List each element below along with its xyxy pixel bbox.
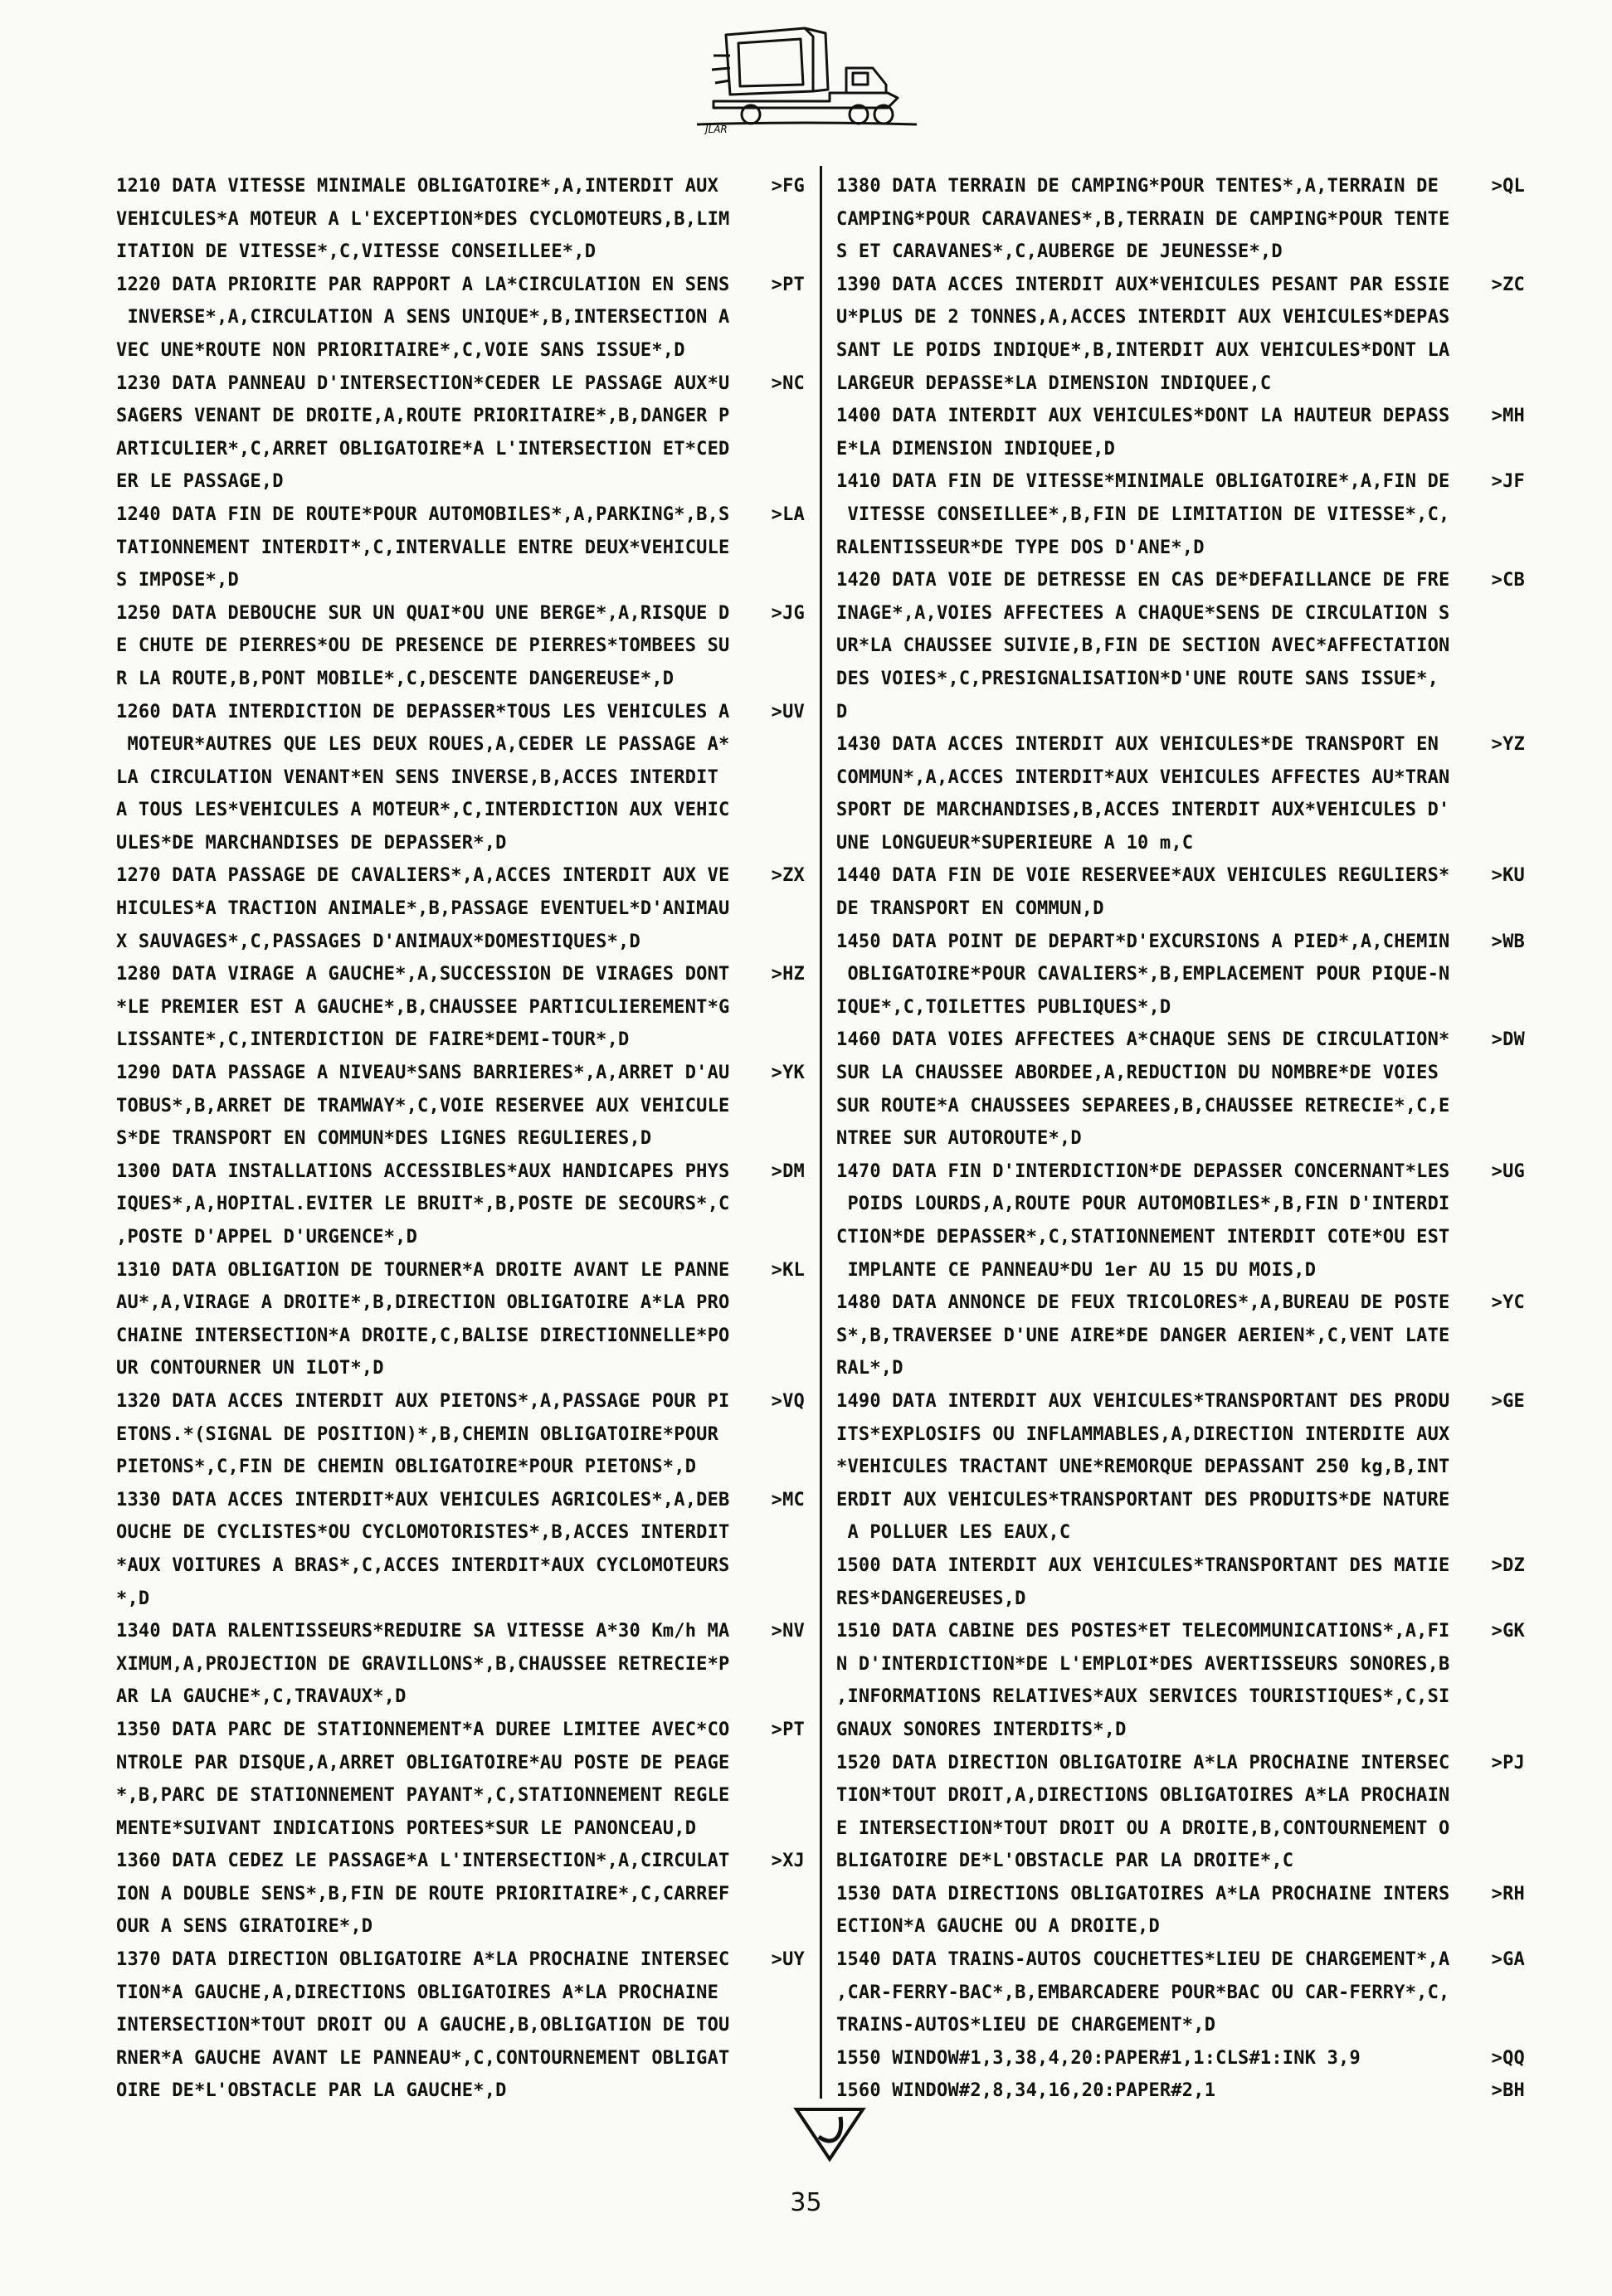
code-text: 1380 DATA TERRAIN DE CAMPING*POUR TENTES*,A,TERRAIN DE [836, 176, 1439, 197]
checksum: >KU [1491, 865, 1525, 887]
listing-line [116, 1352, 805, 1385]
code-text: ERDIT AUX VEHICULES*TRANSPORTANT DES PRODUITS*DE NATURE [836, 1489, 1450, 1510]
listing-line [836, 1320, 1525, 1353]
code-text: INVERSE*,A,CIRCULATION A SENS UNIQUE*,B,INTERSECTION A [116, 307, 730, 328]
code-text: NTROLE PAR DISQUE,A,ARRET OBLIGATOIRE*AU POSTE DE PEAGE [116, 1752, 730, 1773]
listing-line [836, 991, 1525, 1024]
checksum: >YC [1491, 1292, 1525, 1314]
listing-line [836, 597, 1525, 630]
listing-line [116, 1320, 805, 1353]
listing-column-right [836, 170, 1525, 2108]
listing-line [836, 2009, 1525, 2042]
listing-line [836, 1221, 1525, 1254]
checksum: >GE [1491, 1390, 1525, 1412]
listing-line [836, 1024, 1525, 1057]
code-text: 1410 DATA FIN DE VITESSE*MINIMALE OBLIGATOIRE*,A,FIN DE [836, 471, 1450, 493]
listing-line [116, 170, 805, 203]
checksum: >NV [771, 1621, 805, 1642]
code-text: *,B,PARC DE STATIONNEMENT PAYANT*,C,STATIONNEMENT REGLE [116, 1785, 730, 1807]
code-text: MENTE*SUIVANT INDICATIONS PORTEES*SUR LE PANONCEAU,D [116, 1817, 697, 1839]
code-text: TATIONNEMENT INTERDIT*,C,INTERVALLE ENTRE DEUX*VEHICULE [116, 537, 730, 558]
listing-line [836, 400, 1525, 433]
code-text: SUR LA CHAUSSEE ABORDEE,A,REDUCTION DU NOMBRE*DE VOIES [836, 1063, 1439, 1084]
listing-line [836, 761, 1525, 795]
listing-line [836, 564, 1525, 597]
checksum: >BH [1491, 2080, 1525, 2102]
code-text: DES VOIES*,C,PRESIGNALISATION*D'UNE ROUTE SANS ISSUE*, [836, 668, 1439, 689]
code-text: TRAINS-AUTOS*LIEU DE CHARGEMENT*,D [836, 2015, 1216, 2036]
listing-line [116, 1615, 805, 1648]
listing-line [836, 236, 1525, 269]
listing-line [116, 761, 805, 795]
checksum: >RH [1491, 1883, 1525, 1904]
checksum: >JG [771, 602, 805, 624]
code-text: 1520 DATA DIRECTION OBLIGATOIRE A*LA PROCHAINE INTERSEC [836, 1752, 1450, 1773]
code-text: CHAINE INTERSECTION*A DROITE,C,BALISE DIRECTIONNELLE*PO [116, 1325, 730, 1346]
listing-line [836, 1188, 1525, 1221]
truck-computer-logo [680, 18, 929, 134]
listing-line [836, 696, 1525, 729]
listing-line [836, 1352, 1525, 1385]
listing-line [836, 728, 1525, 761]
code-text: 1500 DATA INTERDIT AUX VEHICULES*TRANSPORTANT DES MATIE [836, 1554, 1450, 1576]
code-text: 1300 DATA INSTALLATIONS ACCESSIBLES*AUX HANDICAPES PHYS [116, 1160, 730, 1182]
code-text: POIDS LOURDS,A,ROUTE POUR AUTOMOBILES*,B,FIN D'INTERDI [836, 1194, 1450, 1215]
code-text: 1270 DATA PASSAGE DE CAVALIERS*,A,ACCES INTERDIT AUX VE [116, 865, 730, 887]
code-text: S IMPOSE*,D [116, 570, 239, 591]
code-text: SANT LE POIDS INDIQUE*,B,INTERDIT AUX VEHICULES*DONT LA [836, 339, 1450, 361]
listing-line [116, 1516, 805, 1549]
listing-line [116, 1418, 805, 1452]
listing-line [116, 203, 805, 236]
checksum: >XJ [771, 1851, 805, 1872]
code-text: OUR A SENS GIRATOIRE*,D [116, 1916, 373, 1938]
code-text: DE TRANSPORT EN COMMUN,D [836, 898, 1104, 920]
listing-line [116, 301, 805, 334]
checksum: >QL [1491, 176, 1525, 197]
listing-line [116, 2009, 805, 2042]
listing-line [116, 1122, 805, 1155]
listing-line [116, 236, 805, 269]
code-text: 1320 DATA ACCES INTERDIT AUX PIETONS*,A,PASSAGE POUR PI [116, 1390, 730, 1412]
code-text: D [836, 701, 848, 722]
checksum: >HZ [771, 964, 805, 985]
code-text: ,POSTE D'APPEL D'URGENCE*,D [116, 1227, 418, 1248]
code-text: TOBUS*,B,ARRET DE TRAMWAY*,C,VOIE RESERVEE AUX VEHICULE [116, 1095, 730, 1116]
listing-line [836, 1779, 1525, 1812]
listing-line [116, 663, 805, 696]
code-text: 1440 DATA FIN DE VOIE RESERVEE*AUX VEHICULES REGULIERS* [836, 865, 1450, 887]
code-text: VEHICULES*A MOTEUR A L'EXCEPTION*DES CYCLOMOTEURS,B,LIM [116, 208, 730, 230]
code-text: OBLIGATOIRE*POUR CAVALIERS*,B,EMPLACEMENT POUR PIQUE-N [836, 964, 1450, 985]
code-text: *,D [116, 1588, 150, 1609]
code-text: 1390 DATA ACCES INTERDIT AUX*VEHICULES PESANT PAR ESSIE [836, 274, 1450, 295]
listing-line [116, 1484, 805, 1517]
code-text: RAL*,D [836, 1358, 903, 1379]
checksum: >UG [1491, 1160, 1525, 1182]
listing-line [836, 1977, 1525, 2010]
listing-line [836, 893, 1525, 926]
code-text: ARTICULIER*,C,ARRET OBLIGATOIRE*A L'INTERSECTION ET*CED [116, 438, 730, 460]
code-text: 1540 DATA TRAINS-AUTOS COUCHETTES*LIEU DE CHARGEMENT*,A [836, 1949, 1450, 1971]
listing-line [836, 794, 1525, 827]
listing-line [836, 532, 1525, 565]
listing-line [116, 1681, 805, 1714]
listing-line [116, 958, 805, 991]
checksum: >VQ [771, 1390, 805, 1412]
listing-line [116, 893, 805, 926]
listing-line [836, 1549, 1525, 1583]
listing-line [836, 1287, 1525, 1320]
code-text: 1470 DATA FIN D'INTERDICTION*DE DEPASSER CONCERNANT*LES [836, 1160, 1450, 1182]
listing-line [836, 269, 1525, 302]
code-text: UR*LA CHAUSSEE SUIVIE,B,FIN DE SECTION AVEC*AFFECTATION [836, 635, 1450, 657]
listing-line [836, 2042, 1525, 2075]
listing-line [836, 499, 1525, 532]
code-text: AR LA GAUCHE*,C,TRAVAUX*,D [116, 1686, 407, 1708]
listing-line [836, 1516, 1525, 1549]
code-text: 1450 DATA POINT DE DEPART*D'EXCURSIONS A PIED*,A,CHEMIN [836, 931, 1450, 952]
listing-line [836, 465, 1525, 499]
listing-line [116, 2075, 805, 2108]
listing-line [116, 991, 805, 1024]
code-text: ION A DOUBLE SENS*,B,FIN DE ROUTE PRIORITAIRE*,C,CARREF [116, 1883, 730, 1904]
code-text: 1510 DATA CABINE DES POSTES*ET TELECOMMUNICATIONS*,A,FI [836, 1621, 1450, 1642]
code-text: MOTEUR*AUTRES QUE LES DEUX ROUES,A,CEDER LE PASSAGE A* [116, 734, 730, 756]
code-text: IMPLANTE CE PANNEAU*DU 1er AU 15 DU MOIS,D [836, 1259, 1317, 1281]
checksum: >GK [1491, 1621, 1525, 1642]
code-text: XIMUM,A,PROJECTION DE GRAVILLONS*,B,CHAUSSEE RETRECIE*P [116, 1653, 730, 1675]
listing-line [116, 1910, 805, 1943]
listing-line [836, 1681, 1525, 1714]
listing-column-left [116, 170, 805, 2108]
code-text: 1260 DATA INTERDICTION DE DEPASSER*TOUS LES VEHICULES A [116, 701, 730, 722]
listing-line [116, 926, 805, 959]
listing-line [836, 1484, 1525, 1517]
checksum: >MC [771, 1489, 805, 1510]
code-text: 1480 DATA ANNONCE DE FEUX TRICOLORES*,A,BUREAU DE POSTE [836, 1292, 1450, 1314]
code-text: GNAUX SONORES INTERDITS*,D [836, 1719, 1127, 1740]
listing-line [116, 400, 805, 433]
code-text: *AUX VOITURES A BRAS*,C,ACCES INTERDIT*AUX CYCLOMOTEURS [116, 1554, 730, 1576]
listing-line [116, 1385, 805, 1418]
listing-line [116, 532, 805, 565]
code-text: 1240 DATA FIN DE ROUTE*POUR AUTOMOBILES*,A,PARKING*,B,S [116, 503, 730, 525]
listing-line [836, 170, 1525, 203]
listing-line [836, 1747, 1525, 1780]
listing-line [116, 1451, 805, 1484]
code-text: 1330 DATA ACCES INTERDIT*AUX VEHICULES AGRICOLES*,A,DEB [116, 1489, 730, 1510]
checksum: >KL [771, 1259, 805, 1281]
listing-line [116, 1977, 805, 2010]
code-text: ITATION DE VITESSE*,C,VITESSE CONSEILLEE*,D [116, 241, 597, 263]
logo-signature: JLAR [705, 124, 728, 134]
code-text: 1530 DATA DIRECTIONS OBLIGATOIRES A*LA PROCHAINE INTERS [836, 1883, 1450, 1904]
listing-line [116, 1057, 805, 1090]
checksum: >WB [1491, 931, 1525, 952]
column-divider [820, 166, 822, 2099]
checksum: >PT [771, 1719, 805, 1740]
code-text: IQUE*,C,TOILETTES PUBLIQUES*,D [836, 996, 1171, 1018]
checksum: >DZ [1491, 1554, 1525, 1576]
code-text: R LA ROUTE,B,PONT MOBILE*,C,DESCENTE DANGEREUSE*,D [116, 668, 675, 689]
checksum: >PJ [1491, 1752, 1525, 1773]
listing-line [836, 1910, 1525, 1943]
listing-line [836, 334, 1525, 367]
listing-line [116, 1648, 805, 1681]
listing-line [116, 827, 805, 860]
listing-line [836, 1122, 1525, 1155]
code-text: ER LE PASSAGE,D [116, 471, 284, 493]
listing-line [116, 696, 805, 729]
listing-line [836, 433, 1525, 466]
page-number: 35 [790, 2188, 822, 2217]
listing-line [836, 958, 1525, 991]
code-text: HICULES*A TRACTION ANIMALE*,B,PASSAGE EVENTUEL*D'ANIMAU [116, 898, 730, 920]
code-text: 1420 DATA VOIE DE DETRESSE EN CAS DE*DEFAILLANCE DE FRE [836, 570, 1450, 591]
listing-line [116, 499, 805, 532]
code-text: SPORT DE MARCHANDISES,B,ACCES INTERDIT AUX*VEHICULES D' [836, 800, 1450, 821]
code-text: ULES*DE MARCHANDISES DE DEPASSER*,D [116, 832, 507, 854]
code-text: A POLLUER LES EAUX,C [836, 1522, 1071, 1544]
checksum: >YZ [1491, 734, 1525, 756]
code-text: ,CAR-FERRY-BAC*,B,EMBARCADERE POUR*BAC OU CAR-FERRY*,C, [836, 1982, 1450, 2003]
code-text: 1400 DATA INTERDIT AUX VEHICULES*DONT LA HAUTEUR DEPASS [836, 406, 1450, 427]
checksum: >YK [771, 1063, 805, 1084]
listing-line [116, 597, 805, 630]
code-text: 1430 DATA ACCES INTERDIT AUX VEHICULES*DE TRANSPORT EN [836, 734, 1439, 756]
listing-line [116, 1714, 805, 1747]
listing-line [116, 367, 805, 401]
code-text: SAGERS VENANT DE DROITE,A,ROUTE PRIORITAIRE*,B,DANGER P [116, 406, 730, 427]
listing-line [116, 1943, 805, 1977]
code-text: LARGEUR DEPASSE*LA DIMENSION INDIQUEE,C [836, 372, 1272, 394]
listing-line [836, 203, 1525, 236]
code-text: 1230 DATA PANNEAU D'INTERSECTION*CEDER LE PASSAGE AUX*U [116, 372, 730, 394]
listing-line [116, 1878, 805, 1911]
code-text: S ET CARAVANES*,C,AUBERGE DE JEUNESSE*,D [836, 241, 1283, 263]
code-text: S*DE TRANSPORT EN COMMUN*DES LIGNES REGULIERES,D [116, 1128, 652, 1150]
listing-line [836, 859, 1525, 893]
code-text: NTREE SUR AUTOROUTE*,D [836, 1128, 1082, 1150]
listing-line [116, 433, 805, 466]
listing-line [116, 1812, 805, 1846]
code-text: TION*A GAUCHE,A,DIRECTIONS OBLIGATOIRES A*LA PROCHAINE [116, 1982, 719, 2003]
listing-line [836, 1254, 1525, 1287]
code-text: *VEHICULES TRACTANT UNE*REMORQUE DEPASSANT 250 kg,B,INT [836, 1457, 1450, 1478]
listing-line [836, 827, 1525, 860]
listing-line [116, 1549, 805, 1583]
listing-line [836, 1090, 1525, 1123]
code-text: 1460 DATA VOIES AFFECTEES A*CHAQUE SENS DE CIRCULATION* [836, 1029, 1450, 1051]
code-text: OUCHE DE CYCLISTES*OU CYCLOMOTORISTES*,B,ACCES INTERDIT [116, 1522, 730, 1544]
code-text: RES*DANGEREUSES,D [836, 1588, 1026, 1609]
listing-line [116, 564, 805, 597]
checksum: >QQ [1491, 2047, 1525, 2069]
listing-line [836, 1385, 1525, 1418]
code-text: 1280 DATA VIRAGE A GAUCHE*,A,SUCCESSION DE VIRAGES DONT [116, 964, 730, 985]
code-text: UR CONTOURNER UN ILOT*,D [116, 1358, 384, 1379]
code-text: 1360 DATA CEDEZ LE PASSAGE*A L'INTERSECTION*,A,CIRCULAT [116, 1851, 730, 1872]
checksum: >ZC [1491, 274, 1525, 295]
code-text: SUR ROUTE*A CHAUSSEES SEPAREES,B,CHAUSSEE RETRECIE*,C,E [836, 1095, 1450, 1116]
listing-line [836, 1878, 1525, 1911]
code-text: 1560 WINDOW#2,8,34,16,20:PAPER#2,1 [836, 2080, 1216, 2102]
listing-line [836, 1451, 1525, 1484]
code-text: X SAUVAGES*,C,PASSAGES D'ANIMAUX*DOMESTIQUES*,D [116, 931, 640, 952]
listing-line [836, 663, 1525, 696]
code-text: U*PLUS DE 2 TONNES,A,ACCES INTERDIT AUX VEHICULES*DEPAS [836, 307, 1450, 328]
listing-line [116, 269, 805, 302]
listing-line [116, 794, 805, 827]
checksum: >DW [1491, 1029, 1525, 1051]
listing-line [116, 1155, 805, 1189]
code-text: VEC UNE*ROUTE NON PRIORITAIRE*,C,VOIE SANS ISSUE*,D [116, 339, 685, 361]
code-text: E*LA DIMENSION INDIQUEE,D [836, 438, 1116, 460]
checksum: >UY [771, 1949, 805, 1971]
checksum: >JF [1491, 471, 1525, 493]
listing-line [836, 1418, 1525, 1452]
listing-line [836, 1943, 1525, 1977]
code-text: UNE LONGUEUR*SUPERIEURE A 10 m,C [836, 832, 1194, 854]
code-text: 1210 DATA VITESSE MINIMALE OBLIGATOIRE*,A,INTERDIT AUX [116, 176, 719, 197]
listing-line [116, 1583, 805, 1616]
code-text: 1370 DATA DIRECTION OBLIGATOIRE A*LA PROCHAINE INTERSEC [116, 1949, 730, 1971]
listing-line [116, 1747, 805, 1780]
code-text: COMMUN*,A,ACCES INTERDIT*AUX VEHICULES AFFECTES AU*TRAN [836, 766, 1450, 788]
listing-line [836, 630, 1525, 663]
code-text: CTION*DE DEPASSER*,C,STATIONNEMENT INTERDIT COTE*OU EST [836, 1227, 1450, 1248]
code-text: RNER*A GAUCHE AVANT LE PANNEAU*,C,CONTOURNEMENT OBLIGAT [116, 2047, 730, 2069]
checksum: >PT [771, 274, 805, 295]
listing-line [116, 728, 805, 761]
code-text: CAMPING*POUR CARAVANES*,B,TERRAIN DE CAMPING*POUR TENTE [836, 208, 1450, 230]
checksum: >UV [771, 701, 805, 722]
code-text: IQUES*,A,HOPITAL.EVITER LE BRUIT*,B,POSTE DE SECOURS*,C [116, 1194, 730, 1215]
listing-line [836, 1057, 1525, 1090]
listing-line [836, 1812, 1525, 1846]
code-text: E CHUTE DE PIERRES*OU DE PRESENCE DE PIERRES*TOMBEES SU [116, 635, 730, 657]
code-text: 1550 WINDOW#1,3,38,4,20:PAPER#1,1:CLS#1:INK 3,9 [836, 2047, 1361, 2069]
triangle-j-mark [792, 2105, 867, 2163]
checksum: >CB [1491, 570, 1525, 591]
code-text: LISSANTE*,C,INTERDICTION DE FAIRE*DEMI-TOUR*,D [116, 1029, 630, 1051]
checksum: >DM [771, 1160, 805, 1182]
listing-line [836, 1583, 1525, 1616]
code-text: TION*TOUT DROIT,A,DIRECTIONS OBLIGATOIRES A*LA PROCHAIN [836, 1785, 1450, 1807]
code-text: ETONS.*(SIGNAL DE POSITION)*,B,CHEMIN OBLIGATOIRE*POUR [116, 1423, 719, 1445]
listing-line [116, 1221, 805, 1254]
code-text: INTERSECTION*TOUT DROIT OU A GAUCHE,B,OBLIGATION DE TOU [116, 2015, 730, 2036]
listing-line [116, 1188, 805, 1221]
code-text: S*,B,TRAVERSEE D'UNE AIRE*DE DANGER AERIEN*,C,VENT LATE [836, 1325, 1450, 1346]
listing-line [836, 926, 1525, 959]
code-text: BLIGATOIRE DE*L'OBSTACLE PAR LA DROITE*,C [836, 1851, 1294, 1872]
code-text: ECTION*A GAUCHE OU A DROITE,D [836, 1916, 1160, 1938]
code-text: 1490 DATA INTERDIT AUX VEHICULES*TRANSPORTANT DES PRODU [836, 1390, 1450, 1412]
code-text: E INTERSECTION*TOUT DROIT OU A DROITE,B,CONTOURNEMENT O [836, 1817, 1450, 1839]
listing-line [836, 1155, 1525, 1189]
code-text: LA CIRCULATION VENANT*EN SENS INVERSE,B,ACCES INTERDIT [116, 766, 719, 788]
code-text: 1350 DATA PARC DE STATIONNEMENT*A DUREE LIMITEE AVEC*CO [116, 1719, 730, 1740]
listing-line [116, 1845, 805, 1878]
listing-line [116, 1024, 805, 1057]
listing-line [836, 301, 1525, 334]
listing-line [116, 334, 805, 367]
code-text: 1310 DATA OBLIGATION DE TOURNER*A DROITE AVANT LE PANNE [116, 1259, 730, 1281]
listing-line [116, 1779, 805, 1812]
listing-line [836, 1648, 1525, 1681]
checksum: >ZX [771, 865, 805, 887]
code-text: INAGE*,A,VOIES AFFECTEES A CHAQUE*SENS DE CIRCULATION S [836, 602, 1450, 624]
listing-line [836, 367, 1525, 401]
listing-line [836, 1845, 1525, 1878]
code-text: 1220 DATA PRIORITE PAR RAPPORT A LA*CIRCULATION EN SENS [116, 274, 730, 295]
code-text: PIETONS*,C,FIN DE CHEMIN OBLIGATOIRE*POUR PIETONS*,D [116, 1457, 697, 1478]
code-text: *LE PREMIER EST A GAUCHE*,B,CHAUSSEE PARTICULIEREMENT*G [116, 996, 730, 1018]
listing-line [116, 859, 805, 893]
code-text: VITESSE CONSEILLEE*,B,FIN DE LIMITATION DE VITESSE*,C, [836, 503, 1450, 525]
code-text: 1290 DATA PASSAGE A NIVEAU*SANS BARRIERES*,A,ARRET D'AU [116, 1063, 730, 1084]
code-text: OIRE DE*L'OBSTACLE PAR LA GAUCHE*,D [116, 2080, 507, 2102]
code-text: ,INFORMATIONS RELATIVES*AUX SERVICES TOURISTIQUES*,C,SI [836, 1686, 1450, 1708]
code-text: N D'INTERDICTION*DE L'EMPLOI*DES AVERTISSEURS SONORES,B [836, 1653, 1450, 1675]
checksum: >GA [1491, 1949, 1525, 1971]
checksum: >NC [771, 372, 805, 394]
listing-line [116, 1287, 805, 1320]
listing-line [836, 1615, 1525, 1648]
checksum: >MH [1491, 406, 1525, 427]
listing-line [116, 1254, 805, 1287]
listing-line [836, 1714, 1525, 1747]
code-text: A TOUS LES*VEHICULES A MOTEUR*,C,INTERDICTION AUX VEHIC [116, 800, 730, 821]
listing-line [116, 2042, 805, 2075]
checksum: >LA [771, 503, 805, 525]
listing-line [836, 2075, 1525, 2108]
code-text: AU*,A,VIRAGE A DROITE*,B,DIRECTION OBLIGATOIRE A*LA PRO [116, 1292, 730, 1314]
checksum: >FG [771, 176, 805, 197]
code-text: RALENTISSEUR*DE TYPE DOS D'ANE*,D [836, 537, 1205, 558]
code-text: 1250 DATA DEBOUCHE SUR UN QUAI*OU UNE BERGE*,A,RISQUE D [116, 602, 730, 624]
code-text: ITS*EXPLOSIFS OU INFLAMMABLES,A,DIRECTION INTERDITE AUX [836, 1423, 1450, 1445]
listing-line [116, 630, 805, 663]
listing-line [116, 1090, 805, 1123]
listing-line [116, 465, 805, 499]
code-text: 1340 DATA RALENTISSEURS*REDUIRE SA VITESSE A*30 Km/h MA [116, 1621, 730, 1642]
